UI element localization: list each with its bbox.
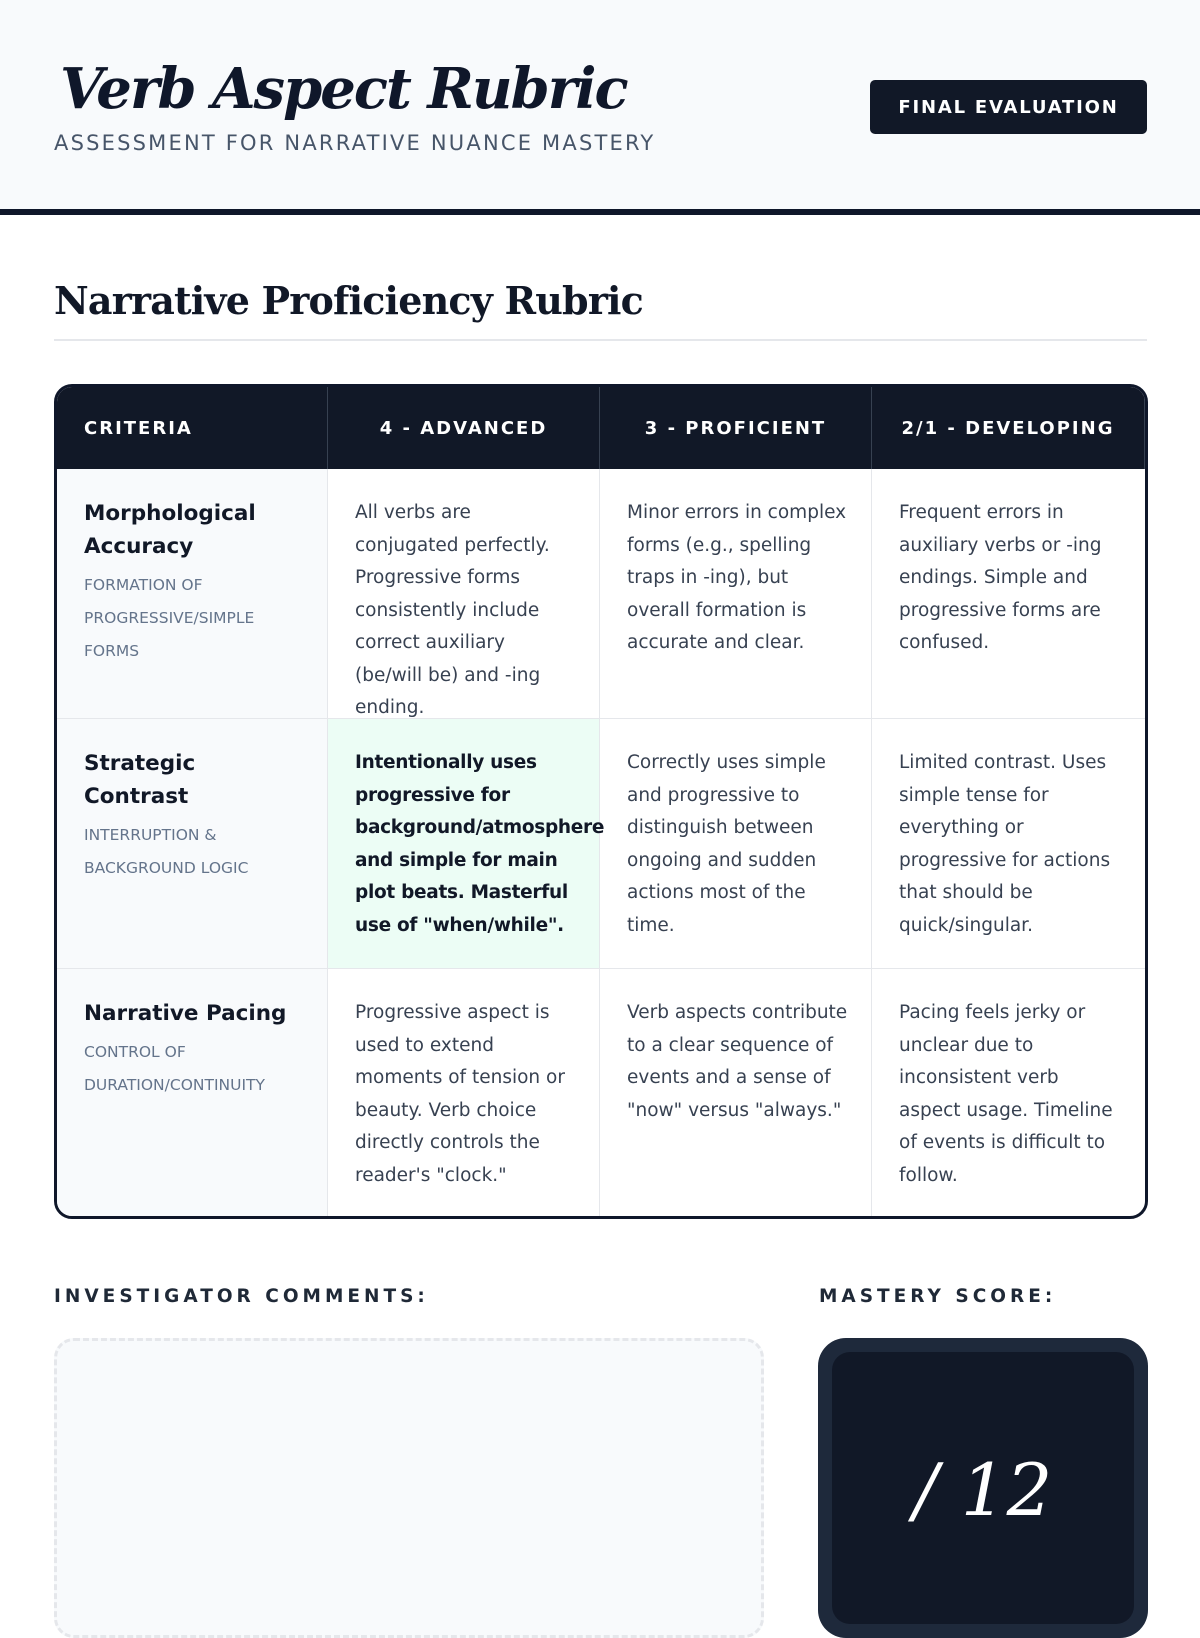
- advanced-descriptor-highlighted: Intentionally uses progressive for background/atmosphere and simple for main plot beats. Masterful use of "when/while".: [328, 719, 600, 969]
- advanced-descriptor: Progressive aspect is used to extend moments of tension or beauty. Verb choice directly controls the reader's "clock.": [328, 969, 600, 1216]
- header-criteria: CRITERIA: [57, 387, 328, 469]
- header-advanced: 4 - ADVANCED: [328, 387, 600, 469]
- developing-descriptor: Pacing feels jerky or unclear due to inconsistent verb aspect usage. Timeline of events is difficult to follow.: [899, 1002, 1113, 1186]
- comments-label: INVESTIGATOR COMMENTS:: [54, 1286, 429, 1307]
- page-header: [0, 0, 1200, 215]
- final-evaluation-badge: FINAL EVALUATION: [870, 80, 1147, 134]
- criterion-name: Morphological Accuracy: [84, 501, 256, 559]
- criterion-subtitle: INTERRUPTION & BACKGROUND LOGIC: [84, 826, 249, 877]
- score-display: [832, 1352, 1134, 1624]
- score-card: [818, 1338, 1148, 1638]
- section-divider: [54, 339, 1147, 341]
- criterion-name: Strategic Contrast: [84, 751, 196, 809]
- header-proficient: 3 - PROFICIENT: [600, 387, 872, 469]
- proficient-descriptor: Minor errors in complex forms (e.g., spelling traps in -ing), but overall formation is accurate and clear.: [600, 469, 872, 719]
- criterion-name: Narrative Pacing: [84, 1001, 287, 1026]
- section-title: Narrative Proficiency Rubric: [54, 278, 644, 323]
- page-subtitle: ASSESSMENT FOR NARRATIVE NUANCE MASTERY: [54, 131, 656, 155]
- criterion-cell: [57, 719, 328, 969]
- developing-descriptor: Frequent errors in auxiliary verbs or -ing endings. Simple and progressive forms are confused.: [872, 469, 1145, 719]
- comments-field[interactable]: [54, 1338, 764, 1638]
- score-label: MASTERY SCORE:: [819, 1286, 1057, 1307]
- header-developing: 2/1 - DEVELOPING: [872, 387, 1145, 469]
- proficient-descriptor: Correctly uses simple and progressive to distinguish between ongoing and sudden actions most of the time.: [600, 719, 872, 969]
- score-value: / 12: [913, 1448, 1053, 1532]
- page-title: Verb Aspect Rubric: [60, 56, 627, 122]
- criterion-subtitle: CONTROL OF DURATION/CONTINUITY: [84, 1043, 265, 1094]
- proficient-descriptor: Verb aspects contribute to a clear sequence of events and a sense of "now" versus "always.": [600, 969, 872, 1216]
- criterion-cell: [57, 469, 328, 719]
- criterion-cell: [57, 969, 328, 1216]
- rubric-table: [54, 384, 1148, 1219]
- developing-descriptor: Limited contrast. Uses simple tense for everything or progressive for actions that should be quick/singular.: [872, 719, 1145, 969]
- advanced-descriptor: All verbs are conjugated perfectly. Progressive forms consistently include correct auxiliary (be/will be) and -ing ending.: [328, 469, 600, 719]
- criterion-subtitle: FORMATION OF PROGRESSIVE/SIMPLE FORMS: [84, 576, 255, 660]
